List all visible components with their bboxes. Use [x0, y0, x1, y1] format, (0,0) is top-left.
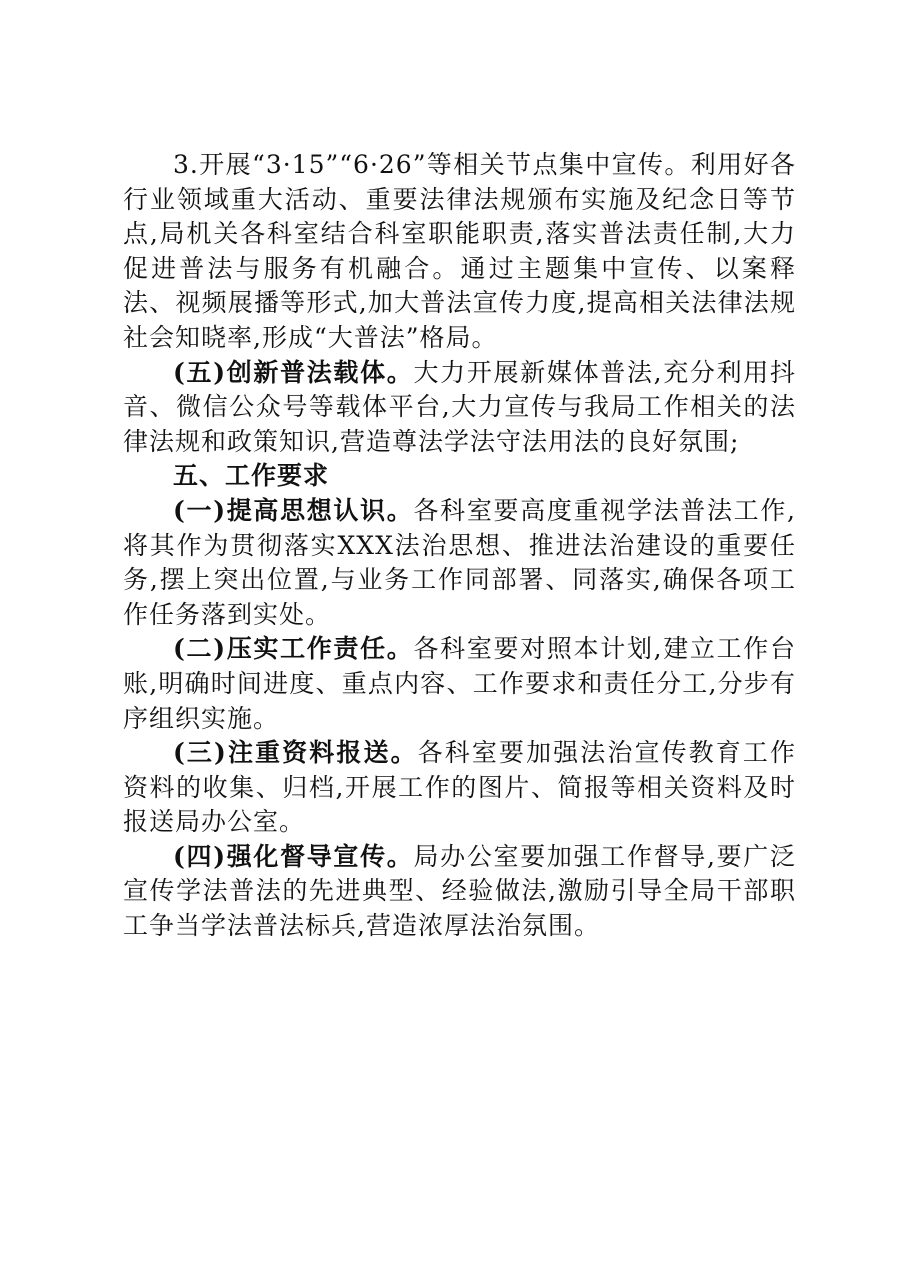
paragraph-section-4-5-lead: (五)创新普法载体。 [173, 357, 414, 387]
paragraph-requirement-1-text: 各科室要高度重视学法普法工作,将其作为贯彻落实XXX法治思想、推进法治建设的重要任务,摆上突出位置,与业务工作同部署、同落实,确保各项工作任务落到实处。 [123, 495, 796, 629]
paragraph-requirement-3 [123, 736, 796, 840]
paragraph-requirement-2-text: 各科室要对照本计划,建立工作台账,明确时间进度、重点内容、工作要求和责任分工,分步有序组织实施。 [123, 634, 796, 733]
paragraph-item-3-text: 3.开展“3·15”“6·26”等相关节点集中宣传。利用好各行业领域重大活动、重要法律法规颁布实施及纪念日等节点,局机关各科室结合科室职能职责,落实普法责任制,大力促进普法与服务有机融合。通过主题集中宣传、以案释法、视频展播等形式,加大普法宣传力度,提高相关法律法规社会知晓率,形成“大普法”格局。 [123, 150, 796, 352]
paragraph-requirement-1-lead: (一)提高思想认识。 [173, 495, 414, 525]
paragraph-requirement-2 [123, 632, 796, 736]
paragraph-requirement-2-lead: (二)压实工作责任。 [173, 634, 414, 664]
section-heading-work-requirements: 五、工作要求 [173, 461, 330, 491]
paragraph-requirement-3-text: 各科室要加强法治宣传教育工作资料的收集、归档,开展工作的图片、简报等相关资料及时报送局办公室。 [123, 738, 796, 837]
paragraph-section-4-5 [123, 356, 796, 460]
paragraph-requirement-1 [123, 494, 796, 632]
paragraph-item-3 [123, 148, 796, 356]
document-body [123, 148, 796, 944]
paragraph-requirement-4-lead: (四)强化督导宣传。 [173, 841, 414, 871]
paragraph-requirement-4-text: 局办公室要加强工作督导,要广泛宣传学法普法的先进典型、经验做法,激励引导全局干部职工争当学法普法标兵,营造浓厚法治氛围。 [123, 841, 796, 941]
paragraph-requirement-3-lead: (三)注重资料报送。 [173, 738, 418, 768]
paragraph-section-4-5-text: 大力开展新媒体普法,充分利用抖音、微信公众号等载体平台,大力宣传与我局工作相关的法律法规和政策知识,营造尊法学法守法用法的良好氛围; [123, 357, 796, 456]
paragraph-requirement-4 [123, 840, 796, 944]
